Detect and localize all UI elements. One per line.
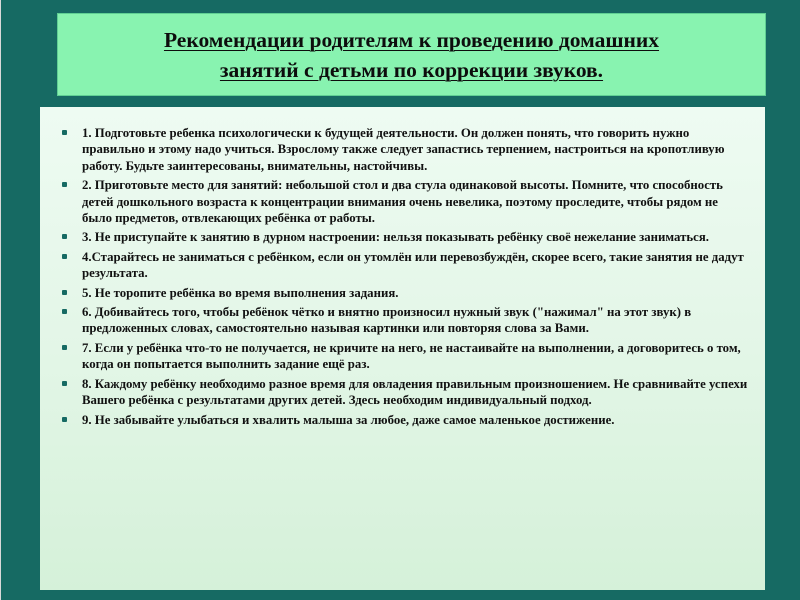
list-item bbox=[70, 376, 751, 409]
square-bullet-icon bbox=[62, 182, 67, 187]
list-item-text: 3. Не приступайте к занятию в дурном настроении: нельзя показывать ребёнку своё нежелание заниматься. bbox=[82, 230, 709, 245]
square-bullet-icon bbox=[62, 309, 67, 314]
square-bullet-icon bbox=[62, 381, 67, 386]
list-item-text: 7. Если у ребёнка что-то не получается, не кричите на него, не настаивайте на выполнении, а договоритесь о том, когда он попытается выполнить задание ещё раз. bbox=[82, 340, 741, 372]
slide-title-line-2: занятий с детьми по коррекции звуков. bbox=[219, 57, 604, 82]
title-box bbox=[57, 13, 766, 96]
slide-title bbox=[164, 25, 659, 85]
slide-title-line-1: Рекомендации родителям к проведению домашних bbox=[163, 27, 660, 52]
list-item-text: 2. Приготовьте место для занятий: небольшой стол и два стула одинаковой высоты. Помните, что способность детей дошкольного возраста к концентрации внимания очень невелика, поэтому проследите, чтобы рядом не было предметов, отвлекающих ребёнка от работы. bbox=[82, 178, 723, 226]
square-bullet-icon bbox=[62, 234, 67, 239]
list-item bbox=[70, 177, 751, 226]
list-item-text: 9. Не забывайте улыбаться и хвалить малыша за любое, даже самое маленькое достижение. bbox=[82, 412, 615, 427]
list-item-text: 5. Не торопите ребёнка во время выполнения задания. bbox=[82, 285, 399, 300]
square-bullet-icon bbox=[62, 254, 67, 259]
list-item bbox=[70, 249, 751, 282]
square-bullet-icon bbox=[62, 130, 67, 135]
list-item-text: 6. Добивайтесь того, чтобы ребёнок чётко и внятно произносил нужный звук ("нажимал" на этот звук) в предложенных словах, самостоятельно называя картинки или повторяя слова за Вами. bbox=[82, 305, 692, 336]
list-item-text: 8. Каждому ребёнку необходимо разное время для овладения правильным произношением. Не сравнивайте успехи Вашего ребёнка с результатами других детей. Здесь необходим индивидуальный подход. bbox=[82, 376, 748, 408]
list-item bbox=[70, 412, 751, 428]
content-box bbox=[40, 107, 765, 590]
square-bullet-icon bbox=[62, 417, 67, 422]
list-item bbox=[70, 285, 751, 301]
list-item-text: 4.Старайтесь не заниматься с ребёнком, если он утомлён или перевозбуждён, скорее всего, такие занятия не дадут результата. bbox=[82, 249, 744, 281]
square-bullet-icon bbox=[62, 345, 67, 350]
list-item-text: 1. Подготовьте ребенка психологически к будущей деятельности. Он должен понять, что говорить нужно правильно и этому надо учиться. Взрослому также следует запастись терпением, настроиться на кропотливую работу. Будьте заинтересованы, внимательны, настойчивы. bbox=[82, 126, 725, 173]
list-item bbox=[70, 304, 751, 337]
list-item bbox=[70, 340, 751, 373]
recommendation-list bbox=[70, 125, 751, 428]
list-item bbox=[70, 229, 751, 245]
list-item bbox=[70, 125, 751, 174]
square-bullet-icon bbox=[62, 290, 67, 295]
